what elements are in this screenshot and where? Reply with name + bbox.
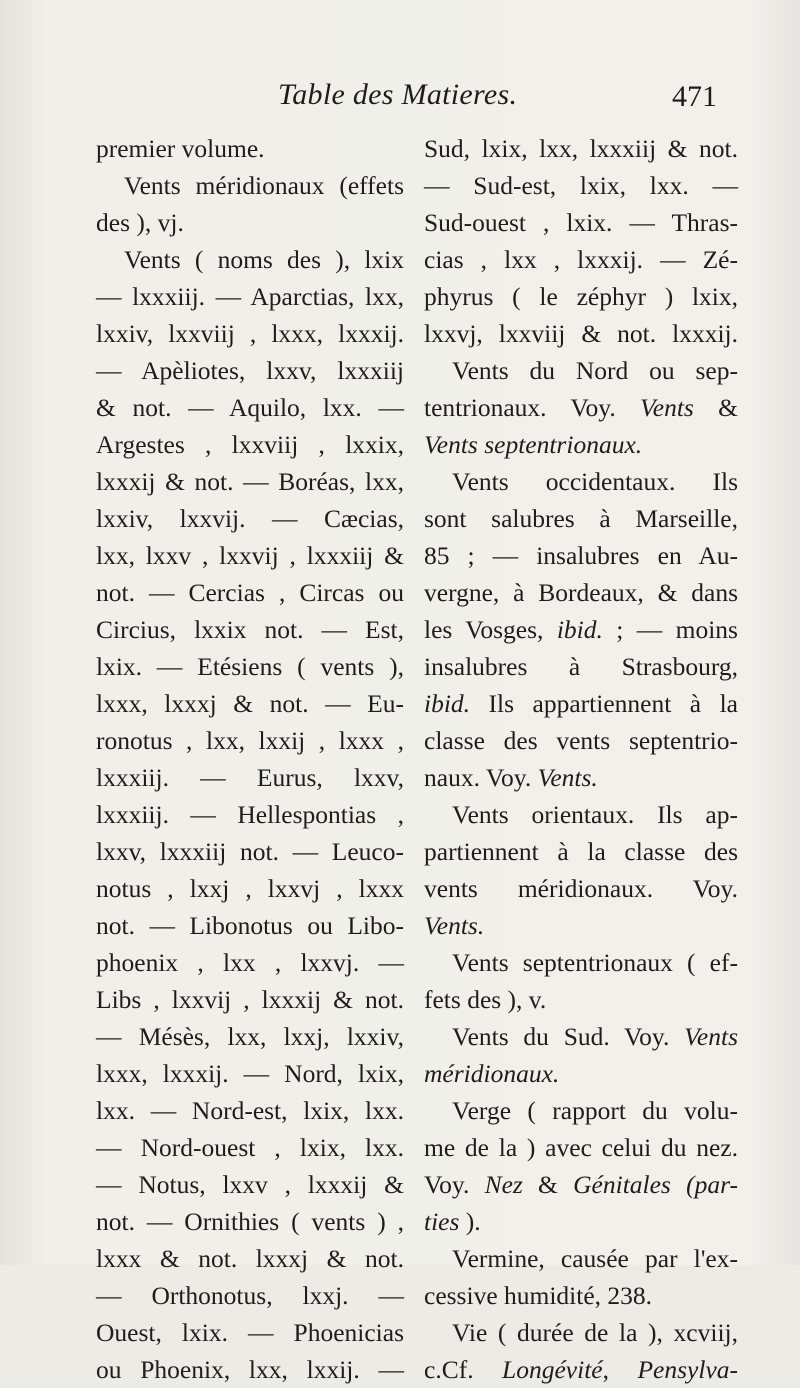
- text-line: Voy. Nez & Génitales (par-: [424, 1170, 738, 1199]
- text-line: ronotus , lxx, lxxij , lxxx ,: [96, 726, 404, 755]
- text-line: Vents.: [424, 911, 485, 940]
- text-line: Sud, lxix, lxx, lxxxiij & not.: [424, 134, 738, 163]
- text-line: lxxv, lxxxiij not. — Leuco-: [96, 837, 404, 866]
- text-line: lxxxij & not. — Boréas, lxx,: [96, 467, 404, 496]
- text-line: lxxxiij. — Eurus, lxxv,: [96, 763, 404, 792]
- text-line: Argestes , lxxviij , lxxix,: [96, 430, 404, 459]
- text-line: — Sud-est, lxix, lxx. —: [424, 171, 738, 200]
- text-line: lxxx & not. lxxxj & not.: [96, 1244, 404, 1273]
- text-line: cessive humidité, 238.: [424, 1281, 653, 1310]
- text-line: c.Cf. Longévité, Pensylva-: [424, 1355, 738, 1384]
- text-line: not. — Cercias , Circas ou: [96, 578, 404, 607]
- text-line: cias , lxx , lxxxij. — Zé-: [424, 245, 738, 274]
- text-line: — lxxxiij. — Aparctias, lxx,: [96, 282, 404, 311]
- text-line: des ), vj.: [96, 208, 184, 237]
- text-line: ties ).: [424, 1207, 481, 1236]
- text-line: naux. Voy. Vents.: [424, 763, 598, 792]
- right-column: [424, 130, 738, 1388]
- text-line: ou Phoenix, lxx, lxxij. —: [96, 1355, 404, 1384]
- text-line: Vents méridionaux (effets: [124, 171, 404, 200]
- text-line: Vents septentrionaux ( ef-: [452, 948, 738, 977]
- text-line: Vermine, causée par l'ex-: [452, 1244, 738, 1273]
- text-line: & not. — Aquilo, lxx. —: [96, 393, 404, 422]
- text-line: — Orthonotus, lxxj. —: [96, 1281, 404, 1310]
- running-title: Table des Matieres.: [278, 78, 518, 111]
- text-line: lxxiv, lxxviij , lxxx, lxxxij.: [96, 319, 404, 348]
- text-line: méridionaux.: [424, 1059, 560, 1088]
- text-line: insalubres à Strasbourg,: [424, 652, 738, 681]
- text-line: phyrus ( le zéphyr ) lxix,: [424, 282, 738, 311]
- text-line: phoenix , lxx , lxxvj. —: [96, 948, 404, 977]
- text-line: — Mésès, lxx, lxxj, lxxiv,: [96, 1022, 404, 1051]
- text-line: lxxx, lxxxj & not. — Eu-: [96, 689, 404, 718]
- text-line: Vents ( noms des ), lxix: [124, 245, 404, 274]
- text-line: not. — Ornithies ( vents ) ,: [96, 1207, 404, 1236]
- text-line: Libs , lxxvij , lxxxij & not.: [96, 985, 404, 1014]
- text-line: Circius, lxxix not. — Est,: [96, 615, 404, 644]
- text-line: Vie ( durée de la ), xcviij,: [452, 1318, 738, 1347]
- text-line: — Nord-ouest , lxix, lxx.: [96, 1133, 404, 1162]
- text-line: ibid. Ils appartiennent à la: [424, 689, 738, 718]
- text-line: lxxxiij. — Hellespontias ,: [96, 800, 404, 829]
- text-line: Vents orientaux. Ils ap-: [452, 800, 738, 829]
- text-line: — Apèliotes, lxxv, lxxxiij: [96, 356, 404, 385]
- text-line: lxx. — Nord-est, lxix, lxx.: [96, 1096, 404, 1125]
- text-line: lxxiv, lxxvij. — Cæcias,: [96, 504, 404, 533]
- text-line: me de la ) avec celui du nez.: [424, 1133, 738, 1162]
- text-line: lxxx, lxxxij. — Nord, lxix,: [96, 1059, 404, 1088]
- text-line: partiennent à la classe des: [424, 837, 738, 866]
- text-line: Vents du Sud. Voy. Vents: [452, 1022, 738, 1051]
- text-line: fets des ), v.: [424, 985, 547, 1014]
- text-line: not. — Libonotus ou Libo-: [96, 911, 404, 940]
- text-line: vergne, à Bordeaux, & dans: [424, 578, 738, 607]
- page-number: 471: [672, 80, 717, 113]
- text-line: Verge ( rapport du volu-: [452, 1096, 738, 1125]
- text-line: lxix. — Etésiens ( vents ),: [96, 652, 404, 681]
- text-line: Vents septentrionaux.: [424, 430, 643, 459]
- text-line: Vents occidentaux. Ils: [452, 467, 738, 496]
- text-line: notus , lxxj , lxxvj , lxxx: [96, 874, 404, 903]
- text-line: classe des vents septentrio-: [424, 726, 738, 755]
- text-line: Sud-ouest , lxix. — Thras-: [424, 208, 738, 237]
- text-line: tentrionaux. Voy. Vents &: [424, 393, 738, 422]
- text-line: 85 ; — insalubres en Au-: [424, 541, 738, 570]
- text-line: sont salubres à Marseille,: [424, 504, 738, 533]
- text-line: vents méridionaux. Voy.: [424, 874, 738, 903]
- text-line: lxx, lxxv , lxxvij , lxxxiij &: [96, 541, 404, 570]
- left-column: [96, 130, 404, 1388]
- text-line: premier volume.: [96, 134, 265, 163]
- text-line: les Vosges, ibid. ; — moins: [424, 615, 738, 644]
- text-line: lxxvj, lxxviij & not. lxxxij.: [424, 319, 738, 348]
- text-line: Vents du Nord ou sep-: [452, 356, 738, 385]
- text-line: — Notus, lxxv , lxxxij &: [96, 1170, 404, 1199]
- text-line: Ouest, lxix. — Phoenicias: [96, 1318, 404, 1347]
